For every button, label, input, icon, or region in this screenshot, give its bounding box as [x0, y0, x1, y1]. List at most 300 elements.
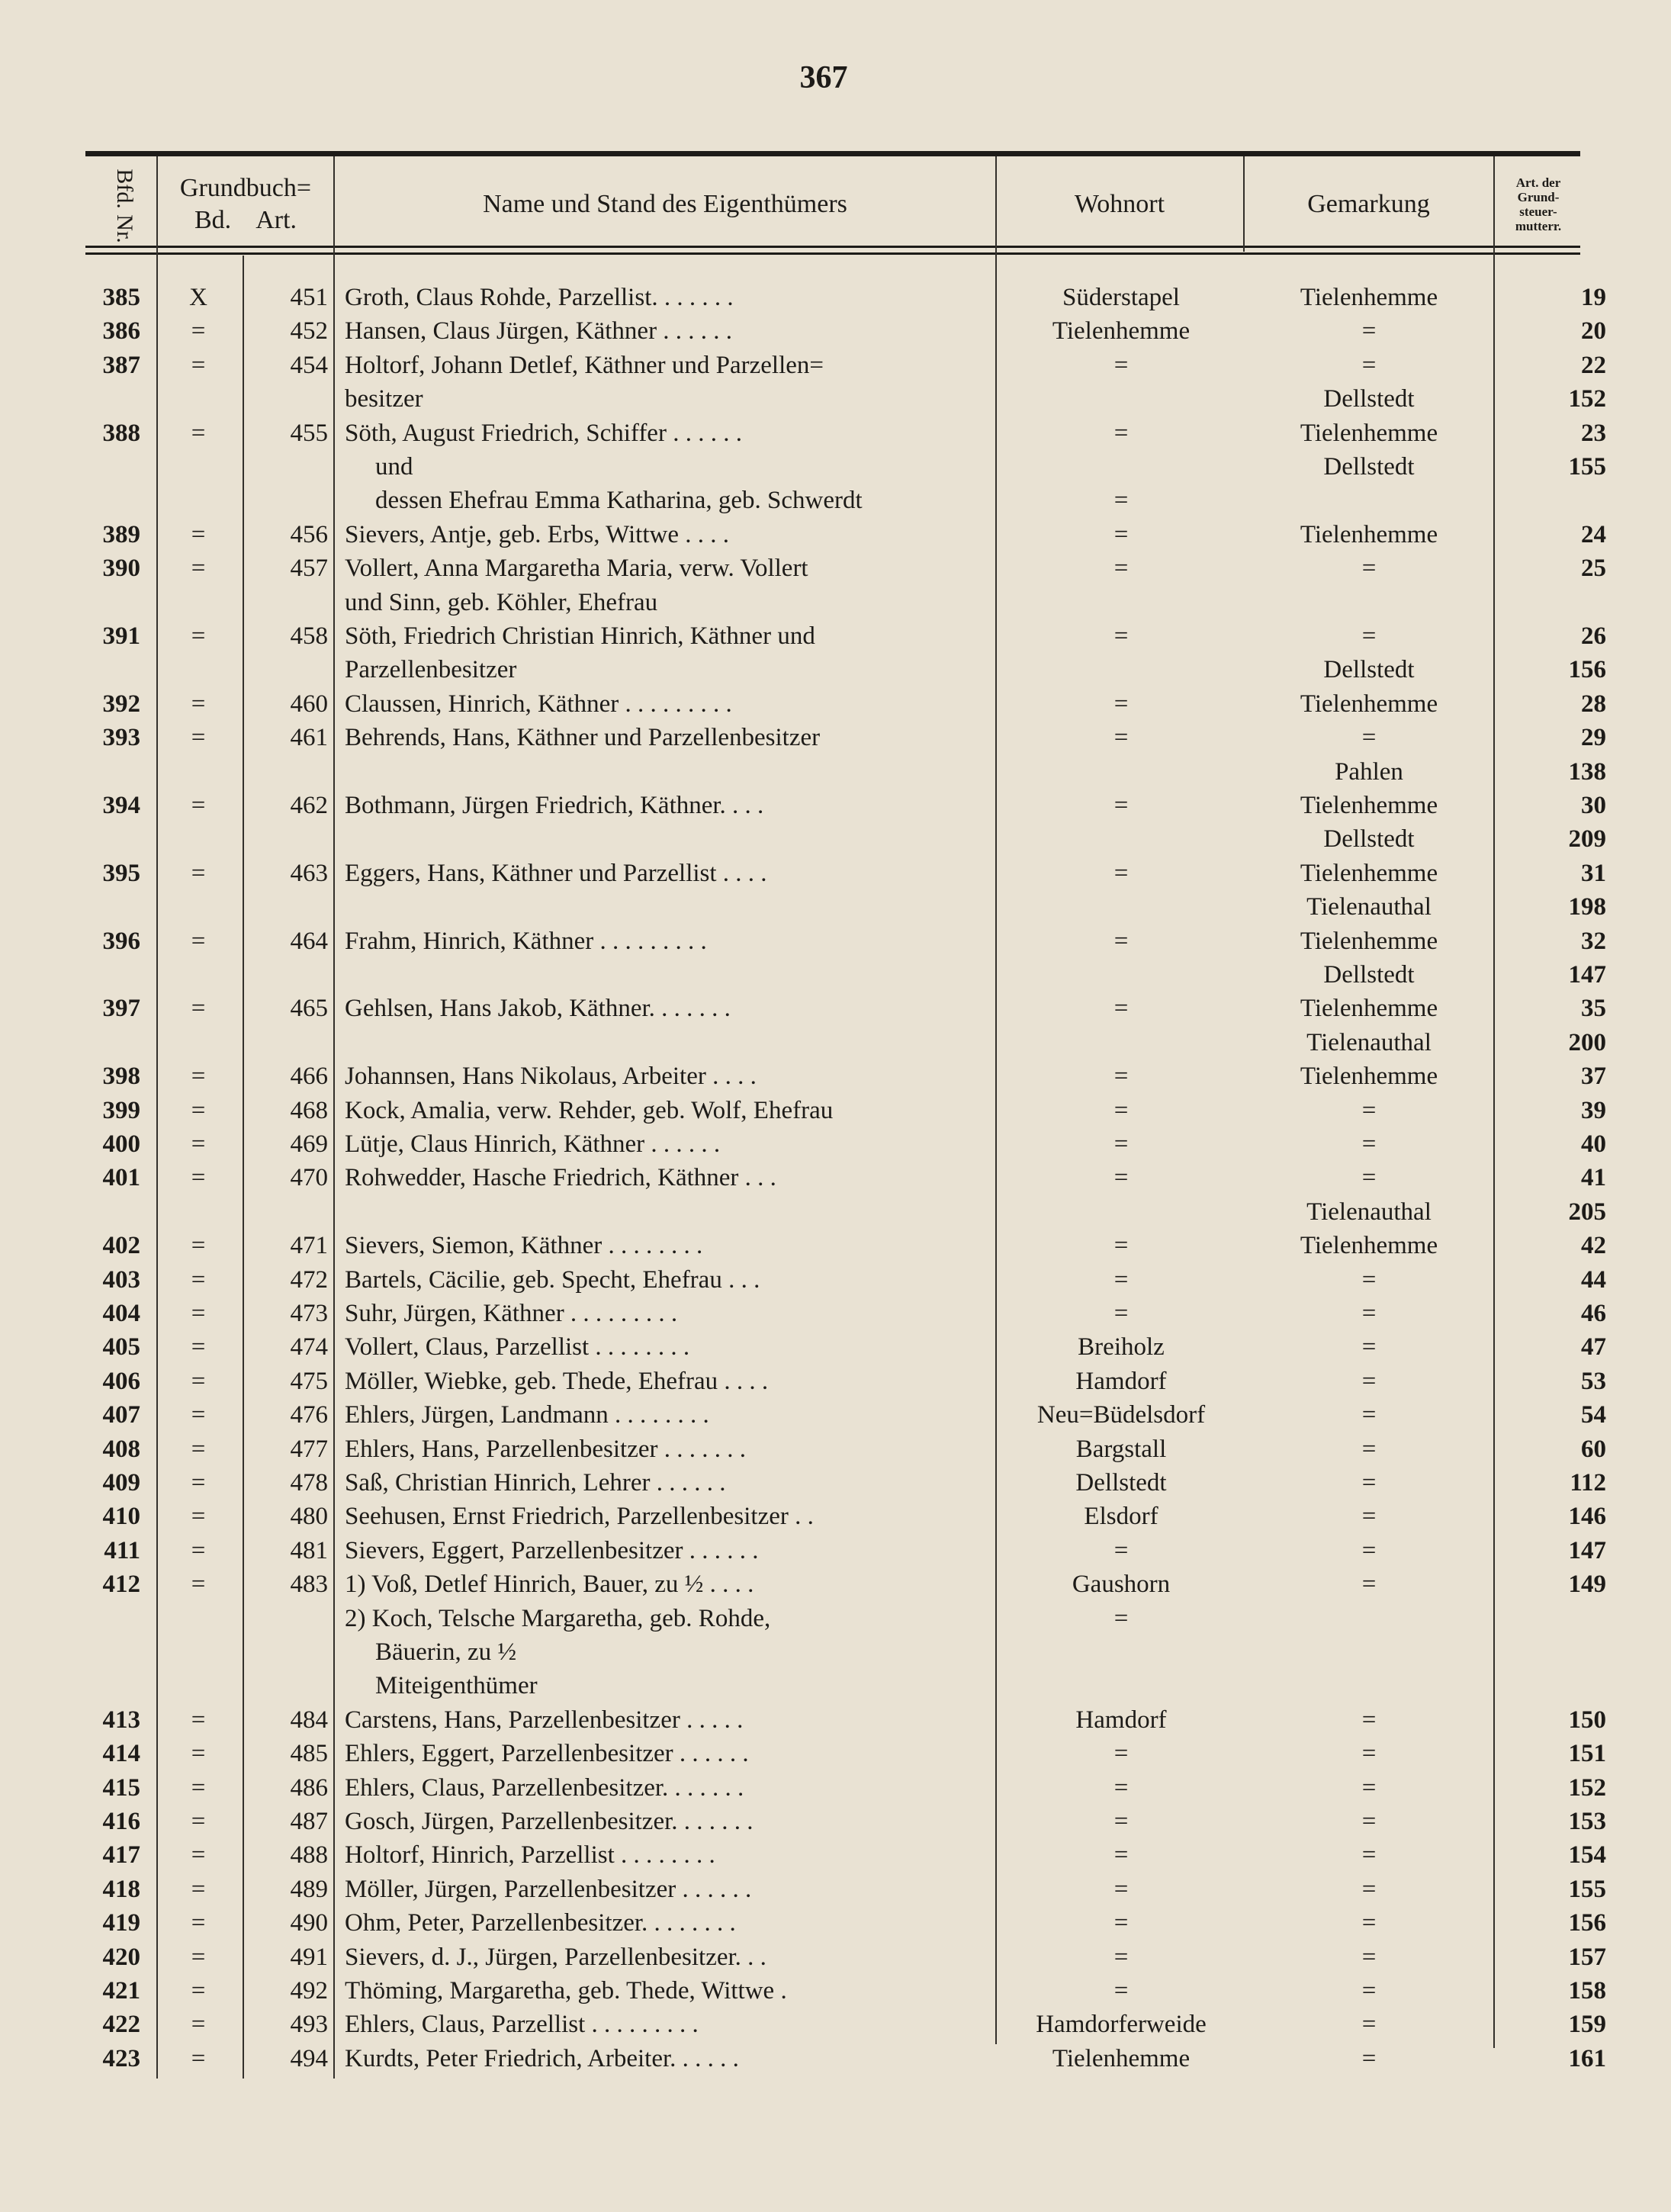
wohnort [999, 1669, 1243, 1703]
grundbuch-artikel: 491 [290, 1943, 328, 1971]
gemarkung: Tielenauthal [1306, 1028, 1432, 1056]
wohnort [999, 450, 1243, 484]
mutterrolle-artikel: 200 [1568, 1028, 1606, 1056]
mutterrolle-artikel [1495, 1669, 1606, 1703]
table-row [0, 1365, 1671, 1399]
gemarkung: = [1361, 1841, 1377, 1870]
gemarkung: = [1361, 1265, 1377, 1294]
grundbuch-band [160, 586, 236, 620]
table-row [0, 1297, 1671, 1331]
header-gemarkung [1245, 156, 1492, 252]
row-number: 385 [102, 284, 140, 311]
wohnort [999, 958, 1243, 992]
gemarkung: Tielenauthal [1306, 893, 1432, 921]
row-number [85, 890, 140, 924]
table-row [0, 1838, 1671, 1873]
grundbuch-artikel: 492 [290, 1977, 328, 2005]
table-row [0, 1263, 1671, 1297]
header-wohnort [998, 156, 1242, 252]
mutterrolle-artikel: 155 [1568, 1875, 1606, 1903]
gemarkung: Dellstedt [1323, 453, 1415, 481]
wohnort: = [1113, 1232, 1129, 1260]
owner-name [345, 822, 997, 857]
row-number: 401 [102, 1164, 140, 1192]
grundbuch-band [160, 890, 236, 924]
grundbuch-artikel [252, 1195, 328, 1230]
gemarkung: Tielenhemme [1300, 995, 1438, 1023]
grundbuch-band: = [191, 1435, 206, 1463]
mutterrolle-artikel: 151 [1568, 1740, 1606, 1768]
mutterrolle-artikel: 152 [1568, 385, 1606, 413]
row-number: 411 [104, 1536, 140, 1564]
wohnort: Gaushorn [1072, 1571, 1171, 1599]
mutterrolle-artikel: 53 [1581, 1367, 1606, 1395]
table-row [0, 1635, 1671, 1670]
table-row [0, 1974, 1671, 2008]
owner-name: Sievers, Siemon, Käthner . . . . . . . . [345, 1232, 703, 1260]
grundbuch-band [160, 958, 236, 992]
mutterrolle-artikel: 23 [1581, 419, 1606, 447]
owner-name: Miteigenthümer [375, 1672, 538, 1700]
mutterrolle-artikel: 158 [1568, 1977, 1606, 2005]
row-number [85, 450, 140, 484]
gemarkung: Tielenhemme [1300, 1063, 1438, 1091]
gemarkung [1247, 1669, 1491, 1703]
wohnort: = [1113, 419, 1129, 447]
wohnort [999, 1195, 1243, 1230]
wohnort: = [1113, 1841, 1129, 1870]
table-row [0, 1703, 1671, 1738]
row-number: 405 [102, 1333, 140, 1362]
grundbuch-artikel: 480 [290, 1503, 328, 1531]
wohnort: Neu=Büdelsdorf [1036, 1401, 1206, 1429]
owner-name: Sievers, Eggert, Parzellenbesitzer . . . . . . [345, 1536, 759, 1564]
mutterrolle-artikel: 156 [1568, 656, 1606, 684]
grundbuch-artikel [252, 1635, 328, 1670]
row-number: 395 [102, 859, 140, 887]
row-number: 388 [102, 419, 140, 447]
mutterrolle-artikel: 39 [1581, 1096, 1606, 1124]
mutterrolle-artikel: 35 [1581, 995, 1606, 1023]
gemarkung: = [1361, 317, 1377, 346]
gemarkung: = [1361, 622, 1377, 650]
gemarkung: Pahlen [1335, 757, 1403, 786]
grundbuch-artikel: 471 [290, 1232, 328, 1260]
gemarkung [1247, 484, 1491, 518]
gemarkung: = [1361, 1536, 1377, 1564]
wohnort: = [1113, 1265, 1129, 1294]
wohnort: = [1113, 690, 1129, 718]
grundbuch-artikel [252, 958, 328, 992]
grundbuch-artikel: 476 [290, 1401, 328, 1429]
gemarkung: Tielenhemme [1300, 927, 1438, 955]
gemarkung: = [1361, 1435, 1377, 1463]
row-number: 420 [102, 1943, 140, 1971]
table-row [0, 1161, 1671, 1195]
row-number [85, 822, 140, 857]
owner-name: Sievers, Antje, geb. Erbs, Wittwe . . . . [345, 520, 729, 548]
row-number: 386 [102, 317, 140, 346]
owner-name: Vollert, Claus, Parzellist . . . . . . . . [345, 1333, 690, 1362]
owner-name [345, 1195, 997, 1230]
grundbuch-artikel: 463 [290, 859, 328, 887]
owner-name: Bothmann, Jürgen Friedrich, Käthner. . . . [345, 792, 764, 819]
grundbuch-band: = [191, 1706, 206, 1734]
table-row [0, 2008, 1671, 2042]
row-number: 392 [102, 690, 140, 718]
wohnort: = [1113, 1943, 1129, 1971]
owner-name: Seehusen, Ernst Friedrich, Parzellenbesitzer . . [345, 1503, 814, 1531]
wohnort: = [1113, 859, 1129, 887]
gemarkung: Tielenhemme [1300, 284, 1438, 311]
header-bottom-rule-2 [85, 252, 1580, 255]
wohnort: = [1113, 1808, 1129, 1835]
owner-name: Groth, Claus Rohde, Parzellist. . . . . . . [345, 284, 734, 311]
grundbuch-band [160, 1026, 236, 1060]
table-row [0, 1873, 1671, 1907]
grundbuch-artikel: 469 [290, 1130, 328, 1158]
grundbuch-band: = [191, 1096, 206, 1124]
table-row [0, 653, 1671, 687]
grundbuch-artikel: 461 [290, 724, 328, 752]
table-row [0, 1500, 1671, 1534]
mutterrolle-artikel: 149 [1568, 1571, 1606, 1599]
header-mutter-line4: mutterr. [1515, 218, 1562, 233]
grundbuch-band: = [191, 1063, 206, 1091]
wohnort: = [1113, 995, 1129, 1023]
owner-name: Möller, Wiebke, geb. Thede, Ehefrau . . . . [345, 1367, 769, 1395]
mutterrolle-artikel: 159 [1568, 2011, 1606, 2039]
wohnort: = [1113, 927, 1129, 955]
grundbuch-band: = [191, 351, 206, 379]
row-number [85, 1026, 140, 1060]
mutterrolle-artikel: 28 [1581, 690, 1606, 718]
mutterrolle-artikel: 157 [1568, 1943, 1606, 1971]
mutterrolle-artikel [1495, 484, 1606, 518]
gemarkung: = [1361, 1469, 1377, 1497]
gemarkung: Tielenhemme [1300, 792, 1438, 819]
mutterrolle-artikel: 22 [1581, 351, 1606, 379]
owner-name: Bartels, Cäcilie, geb. Specht, Ehefrau . . . [345, 1265, 760, 1294]
owner-name: dessen Ehefrau Emma Katharina, geb. Schwerdt [375, 487, 863, 515]
grundbuch-band: = [191, 622, 206, 650]
mutterrolle-artikel: 153 [1568, 1808, 1606, 1835]
owner-name: Lütje, Claus Hinrich, Käthner . . . . . . [345, 1130, 721, 1158]
gemarkung: = [1361, 1571, 1377, 1599]
owner-name: Kock, Amalia, verw. Rehder, geb. Wolf, Ehefrau [345, 1096, 834, 1124]
column-divider [1243, 156, 1245, 252]
row-number: 390 [102, 555, 140, 583]
mutterrolle-artikel: 155 [1568, 453, 1606, 481]
header-mutter-line2: Grund- [1517, 189, 1560, 204]
grundbuch-band: = [191, 690, 206, 718]
owner-name: Söth, Friedrich Christian Hinrich, Käthner und [345, 622, 815, 650]
header-mutter-line3: steuer- [1519, 204, 1557, 219]
row-number: 418 [102, 1875, 140, 1903]
grundbuch-artikel: 462 [290, 792, 328, 819]
table-row [0, 1398, 1671, 1432]
grundbuch-artikel [252, 890, 328, 924]
wohnort [999, 382, 1243, 416]
owner-name: Ehlers, Claus, Parzellenbesitzer. . . . . . . [345, 1773, 744, 1802]
table-row [0, 416, 1671, 451]
wohnort: Elsdorf [1084, 1503, 1158, 1531]
gemarkung: Dellstedt [1323, 825, 1415, 854]
grundbuch-band [160, 1602, 236, 1636]
row-number: 387 [102, 351, 140, 379]
wohnort [999, 822, 1243, 857]
grundbuch-band: = [191, 1130, 206, 1158]
owner-name [345, 1026, 997, 1060]
gemarkung: = [1361, 1367, 1377, 1395]
grundbuch-band: = [191, 419, 206, 447]
row-number [85, 1635, 140, 1670]
grundbuch-artikel [252, 1602, 328, 1636]
gemarkung: Tielenhemme [1300, 419, 1438, 447]
table-row [0, 1771, 1671, 1805]
row-number [85, 382, 140, 416]
grundbuch-artikel: 487 [290, 1808, 328, 1835]
table-row [0, 314, 1671, 349]
row-number [85, 586, 140, 620]
gemarkung: Tielenhemme [1300, 690, 1438, 718]
wohnort: = [1113, 1063, 1129, 1091]
row-number: 413 [102, 1706, 140, 1734]
gemarkung: Dellstedt [1323, 385, 1415, 413]
wohnort: = [1113, 1909, 1129, 1937]
grundbuch-artikel: 452 [290, 317, 328, 346]
owner-name: und [375, 453, 413, 481]
row-number: 419 [102, 1909, 140, 1937]
wohnort: = [1113, 1604, 1129, 1632]
grundbuch-band: = [191, 317, 206, 346]
owner-name: Carstens, Hans, Parzellenbesitzer . . . . . [345, 1706, 744, 1734]
wohnort [999, 1635, 1243, 1670]
row-number: 409 [102, 1469, 140, 1497]
gemarkung [1247, 586, 1491, 620]
owner-name: Frahm, Hinrich, Käthner . . . . . . . . . [345, 927, 707, 955]
grundbuch-artikel: 478 [290, 1469, 328, 1497]
owner-name: Saß, Christian Hinrich, Lehrer . . . . . . [345, 1469, 726, 1497]
row-number: 396 [102, 927, 140, 955]
mutterrolle-artikel: 147 [1568, 961, 1606, 989]
owner-name: Parzellenbesitzer [345, 656, 517, 684]
mutterrolle-artikel: 26 [1581, 622, 1606, 650]
table-row [0, 382, 1671, 416]
gemarkung: = [1361, 2044, 1377, 2072]
table-row [0, 958, 1671, 992]
grundbuch-band: = [191, 859, 206, 887]
grundbuch-artikel: 486 [290, 1773, 328, 1802]
gemarkung: Tielenhemme [1300, 520, 1438, 548]
owner-name: Vollert, Anna Margaretha Maria, verw. Vollert [345, 555, 808, 583]
grundbuch-artikel: 456 [290, 520, 328, 548]
row-number: 403 [102, 1265, 140, 1294]
mutterrolle-artikel: 25 [1581, 555, 1606, 583]
table-row [0, 1059, 1671, 1094]
table-row [0, 1026, 1671, 1060]
gemarkung [1247, 1635, 1491, 1670]
owner-name: Eggers, Hans, Käthner und Parzellist . . . . [345, 859, 767, 887]
grundbuch-band [160, 653, 236, 687]
gemarkung: = [1361, 1875, 1377, 1903]
row-number: 389 [102, 520, 140, 548]
grundbuch-artikel: 470 [290, 1164, 328, 1192]
gemarkung: = [1361, 1909, 1377, 1937]
grundbuch-band: = [191, 1943, 206, 1971]
grundbuch-band [160, 1195, 236, 1230]
row-number: 421 [102, 1977, 140, 2005]
grundbuch-artikel: 477 [290, 1435, 328, 1463]
row-number [85, 1602, 140, 1636]
grundbuch-band: = [191, 724, 206, 752]
table-row [0, 721, 1671, 755]
mutterrolle-artikel: 30 [1581, 792, 1606, 819]
grundbuch-artikel: 454 [290, 351, 328, 379]
grundbuch-artikel: 490 [290, 1909, 328, 1937]
owner-name: Ehlers, Hans, Parzellenbesitzer . . . . . . . [345, 1435, 747, 1463]
row-number: 417 [102, 1841, 140, 1870]
row-number: 402 [102, 1232, 140, 1260]
grundbuch-band: = [191, 1503, 206, 1531]
row-number: 400 [102, 1130, 140, 1158]
gemarkung: = [1361, 1808, 1377, 1835]
wohnort: = [1113, 487, 1129, 515]
wohnort: Hamdorf [1075, 1706, 1167, 1734]
row-number: 407 [102, 1401, 140, 1429]
mutterrolle-artikel: 138 [1568, 757, 1606, 786]
table-row [0, 1195, 1671, 1230]
table-row [0, 619, 1671, 654]
grundbuch-artikel: 493 [290, 2011, 328, 2039]
wohnort: = [1113, 1096, 1129, 1124]
row-number: 416 [102, 1808, 140, 1835]
table-row [0, 1669, 1671, 1703]
mutterrolle-artikel: 19 [1581, 284, 1606, 311]
gemarkung: = [1361, 351, 1377, 379]
owner-name: besitzer [345, 385, 423, 413]
table-row [0, 857, 1671, 891]
grundbuch-band: = [191, 995, 206, 1023]
wohnort: Hamdorferweide [1036, 2011, 1207, 2039]
table-row [0, 1330, 1671, 1365]
table-row [0, 1602, 1671, 1636]
owner-name: Suhr, Jürgen, Käthner . . . . . . . . . [345, 1300, 678, 1327]
owner-name: Söth, August Friedrich, Schiffer . . . . . . [345, 419, 742, 447]
owner-name: Ehlers, Eggert, Parzellenbesitzer . . . . . . [345, 1740, 749, 1768]
grundbuch-band: = [191, 1875, 206, 1903]
grundbuch-band [160, 1635, 236, 1670]
grundbuch-artikel [252, 1669, 328, 1703]
wohnort [999, 1026, 1243, 1060]
row-number: 406 [102, 1367, 140, 1395]
row-number: 391 [102, 622, 140, 650]
mutterrolle-artikel: 44 [1581, 1265, 1606, 1294]
owner-name: Bäuerin, zu ½ [375, 1638, 517, 1666]
row-number [85, 484, 140, 518]
table-row [0, 1906, 1671, 1940]
mutterrolle-artikel: 42 [1581, 1232, 1606, 1260]
row-number [85, 755, 140, 789]
mutterrolle-artikel [1495, 586, 1606, 620]
table-row [0, 1567, 1671, 1602]
table-row [0, 1805, 1671, 1839]
grundbuch-band: = [191, 1536, 206, 1564]
gemarkung: = [1361, 1773, 1377, 1802]
grundbuch-band: = [191, 1401, 206, 1429]
row-number: 410 [102, 1503, 140, 1531]
grundbuch-band [160, 755, 236, 789]
grundbuch-artikel: 472 [290, 1265, 328, 1294]
owner-name: Rohwedder, Hasche Friedrich, Käthner . . . [345, 1164, 776, 1192]
row-number: 408 [102, 1435, 140, 1463]
table-row [0, 992, 1671, 1026]
wohnort: Tielenhemme [1052, 317, 1191, 346]
mutterrolle-artikel: 31 [1581, 859, 1606, 887]
owner-name: Kurdts, Peter Friedrich, Arbeiter. . . . . . [345, 2044, 739, 2072]
gemarkung: = [1361, 1333, 1377, 1362]
row-number: 399 [102, 1096, 140, 1124]
mutterrolle-artikel: 209 [1568, 825, 1606, 854]
grundbuch-band [160, 450, 236, 484]
header-wohnort-label: Wohnort [1074, 189, 1165, 218]
owner-name: Johannsen, Hans Nikolaus, Arbeiter . . . . [345, 1063, 757, 1091]
wohnort [999, 755, 1243, 789]
owner-name: Möller, Jürgen, Parzellenbesitzer . . . . . . [345, 1875, 752, 1903]
grundbuch-artikel: 451 [290, 284, 328, 311]
mutterrolle-artikel: 60 [1581, 1435, 1606, 1463]
wohnort: Süderstapel [1062, 284, 1180, 311]
mutterrolle-artikel: 20 [1581, 317, 1606, 346]
grundbuch-artikel: 465 [290, 995, 328, 1023]
row-number [85, 1195, 140, 1230]
row-number [85, 653, 140, 687]
header-mutter-line1: Art. der [1515, 175, 1561, 190]
row-number: 422 [102, 2011, 140, 2039]
wohnort: Bargstall [1075, 1435, 1167, 1463]
owner-name: Thöming, Margaretha, geb. Thede, Wittwe . [345, 1977, 787, 2005]
table-row [0, 755, 1671, 789]
owner-name: Behrends, Hans, Käthner und Parzellenbesitzer [345, 724, 821, 752]
mutterrolle-artikel: 154 [1568, 1841, 1606, 1870]
mutterrolle-artikel: 47 [1581, 1333, 1606, 1362]
grundbuch-artikel: 466 [290, 1063, 328, 1091]
grundbuch-band: X [189, 284, 207, 311]
gemarkung: Tielenhemme [1300, 1232, 1438, 1260]
owner-name: Sievers, d. J., Jürgen, Parzellenbesitzer. . . [345, 1943, 766, 1971]
mutterrolle-artikel: 37 [1581, 1063, 1606, 1091]
mutterrolle-artikel: 205 [1568, 1198, 1606, 1226]
row-number: 412 [102, 1571, 140, 1599]
table-row [0, 349, 1671, 383]
header-mutterrolle [1496, 156, 1581, 252]
header-grundbuch-line1: Grundbuch= [179, 173, 312, 202]
gemarkung: Dellstedt [1323, 656, 1415, 684]
mutterrolle-artikel: 150 [1568, 1706, 1606, 1734]
row-number: 415 [102, 1773, 140, 1802]
mutterrolle-artikel: 156 [1568, 1909, 1606, 1937]
wohnort: = [1113, 1536, 1129, 1564]
wohnort: = [1113, 1740, 1129, 1768]
owner-name: Gosch, Jürgen, Parzellenbesitzer. . . . . . . [345, 1808, 754, 1835]
header-name [336, 156, 995, 252]
mutterrolle-artikel: 40 [1581, 1130, 1606, 1158]
mutterrolle-artikel: 32 [1581, 927, 1606, 955]
grundbuch-artikel: 458 [290, 622, 328, 650]
table-row [0, 484, 1671, 518]
owner-name: Ehlers, Claus, Parzellist . . . . . . . . . [345, 2011, 699, 2039]
mutterrolle-artikel: 41 [1581, 1164, 1606, 1192]
